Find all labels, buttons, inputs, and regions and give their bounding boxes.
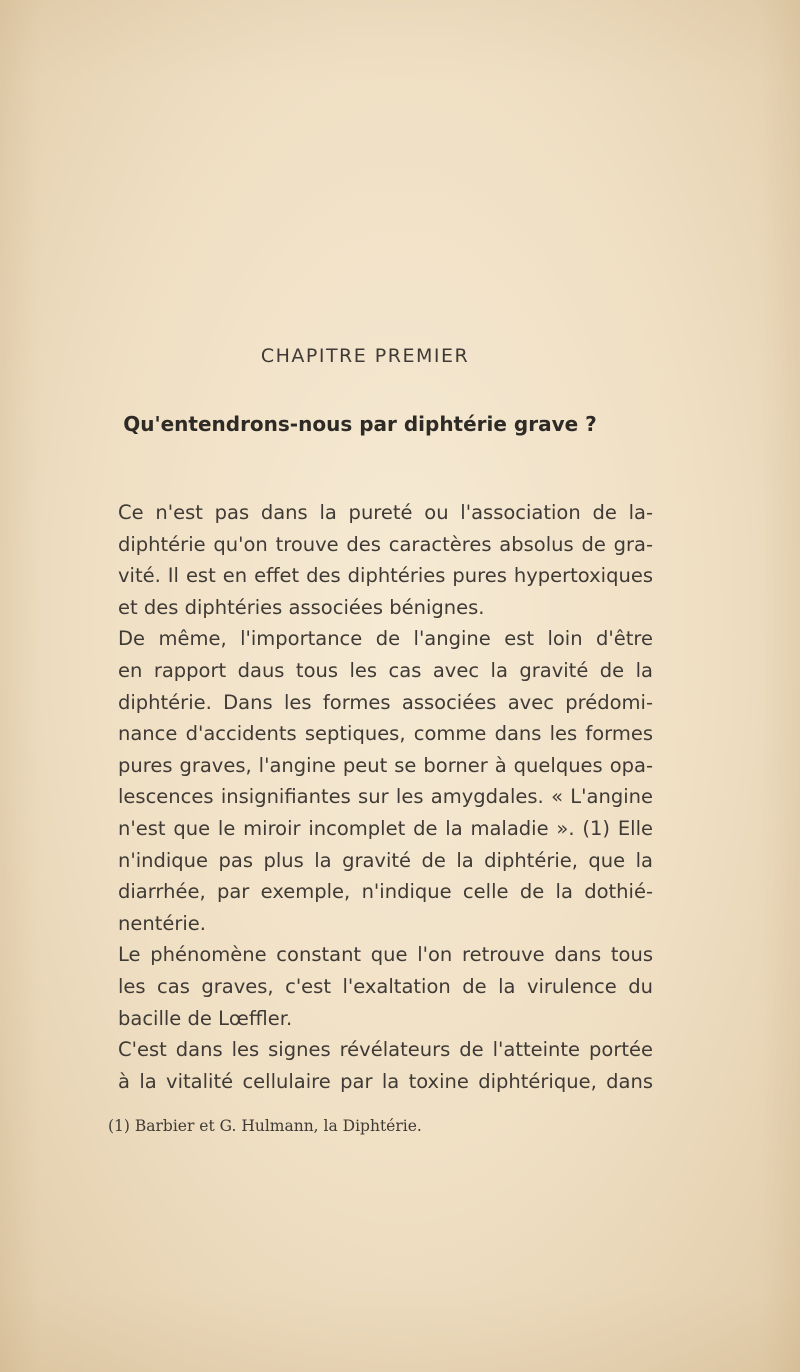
chapter-heading: CHAPITRE PREMIER [260, 345, 470, 367]
text-line: pures graves, l'angine peut se borner à quelques opa- [118, 753, 653, 777]
text-line: nentérie. [118, 911, 206, 935]
text-line: les cas graves, c'est l'exaltation de la virulence du [118, 974, 653, 998]
paragraph-4 [88, 1034, 653, 1097]
paragraph-2 [88, 623, 653, 939]
text-line: n'indique pas plus la gravité de la diphtérie, que la [118, 848, 653, 872]
text-line: diphtérie qu'on trouve des caractères absolus de gra- [118, 532, 653, 556]
text-line: n'est que le miroir incomplet de la maladie ». (1) Elle [118, 816, 653, 840]
footnote: (1) Barbier et G. Hulmann, la Diphtérie. [108, 1117, 422, 1135]
text-line: bacille de Lœffler. [118, 1006, 293, 1030]
text-line: C'est dans les signes révélateurs de l'atteinte portée [118, 1038, 653, 1062]
text-line: à la vitalité cellulaire par la toxine diphtérique, dans [118, 1069, 653, 1093]
text-line: vité. Il est en effet des diphtéries pures hypertoxiques [118, 564, 653, 588]
text-line: Ce n'est pas dans la pureté ou l'association de la- [118, 501, 653, 524]
text-line: Le phénomène constant que l'on retrouve dans tous [118, 943, 653, 967]
body-text [88, 497, 653, 1097]
text-line: lescences insignifiantes sur les amygdales. « L'angine [118, 785, 653, 809]
text-line: diarrhée, par exemple, n'indique celle de la dothié- [118, 880, 653, 904]
paragraph-3 [88, 939, 653, 1034]
text-line: en rapport daus tous les cas avec la gravité de la [118, 658, 653, 682]
text-line: diphtérie. Dans les formes associées avec prédomi- [118, 690, 653, 714]
text-line: et des diphtéries associées bénignes. [118, 595, 485, 619]
text-line: nance d'accidents septiques, comme dans les formes [118, 722, 653, 746]
text-line: De même, l'importance de l'angine est loin d'être [118, 627, 653, 651]
paragraph-1 [88, 497, 653, 623]
chapter-subtitle: Qu'entendrons-nous par diphtérie grave ? [123, 412, 597, 436]
